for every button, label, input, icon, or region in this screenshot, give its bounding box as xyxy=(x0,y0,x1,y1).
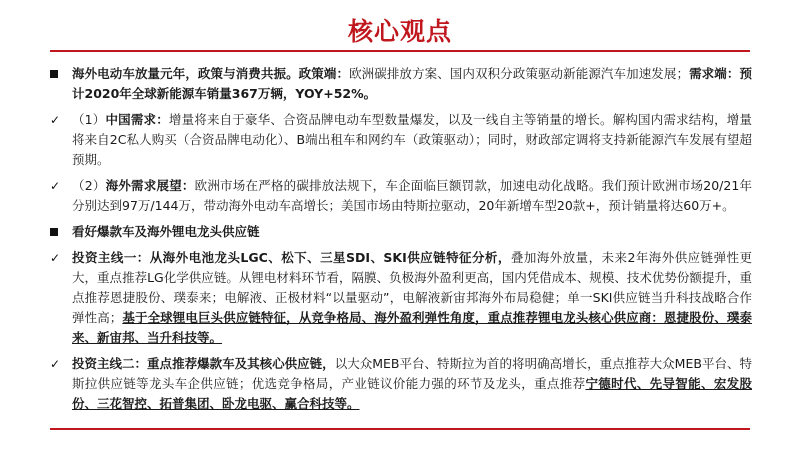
check-item xyxy=(50,110,752,170)
check-text: （2）海外需求展望：欧洲市场在严格的碳排放法规下，车企面临巨额罚款，加速电动化战略。我们预计欧洲市场20/21年分别达到97万/144万，带动海外电动车高增长；美国市场由特斯拉驱动，20年新增车型20款+，预计销量将达60万+。 xyxy=(72,178,752,213)
bullet-text: 看好爆款车及海外锂电龙头供应链 xyxy=(72,224,260,239)
square-bullet-icon xyxy=(50,222,72,242)
check-item xyxy=(50,354,752,414)
check-text: 投资主线二：重点推荐爆款车及其核心供应链，以大众MEB平台、特斯拉为首的将明确高增长，重点推荐大众MEB平台、特斯拉供应链等龙头车企供应链；优选竞争格局，产业链议价能力强的环节及龙头，重点推荐宁德时代、先导智能、宏发股份、三花智控、拓普集团、卧龙电驱、赢合科技等。 xyxy=(72,356,752,411)
checkmark-icon: ✓ xyxy=(50,251,61,265)
checkmark-icon: ✓ xyxy=(50,113,61,127)
check-text: （1）中国需求：增量将来自于豪华、合资品牌电动车型数量爆发，以及一线自主等销量的增长。解构国内需求结构，增量将来自2C私人购买（合资品牌电动化）、B端出租车和网约车（政策驱动）；同时，财政部定调将支持新能源汽车发展有望超预期。 xyxy=(72,112,752,167)
content-body xyxy=(50,64,752,420)
square-bullet-icon xyxy=(50,64,72,84)
check-item xyxy=(50,248,752,348)
bullet-item xyxy=(50,222,752,242)
check-item xyxy=(50,176,752,216)
footer-divider xyxy=(50,428,750,430)
checkmark-icon: ✓ xyxy=(50,357,61,371)
bullet-item xyxy=(50,64,752,104)
checkmark-icon: ✓ xyxy=(50,179,61,193)
check-text: 投资主线一：从海外电池龙头LGC、松下、三星SDI、SKI供应链特征分析，叠加海外放量，未来2年海外供应链弹性更大，重点推荐LG化学供应链。从锂电材料环节看，隔膜、负极海外盈利更高，国内凭借成本、规模、技术优势份额提升，重点推荐恩捷股份、璞泰来；电解液、正极材料“以量驱动”，电解液新宙邦海外布局稳健；单一SKI供应链当升科技战略合作弹性高；基于全球锂电巨头供应链特征，从竞争格局、海外盈利弹性角度，重点推荐锂电龙头核心供应商：恩捷股份、璞泰来、新宙邦、当升科技等。 xyxy=(72,250,752,345)
title-divider xyxy=(50,50,750,52)
bullet-text: 海外电动车放量元年，政策与消费共振。政策端：欧洲碳排放方案、国内双积分政策驱动新能源汽车加速发展；需求端：预计2020年全球新能源车销量367万辆，YOY+52%。 xyxy=(72,66,752,101)
slide-title: 核心观点 xyxy=(347,17,452,46)
